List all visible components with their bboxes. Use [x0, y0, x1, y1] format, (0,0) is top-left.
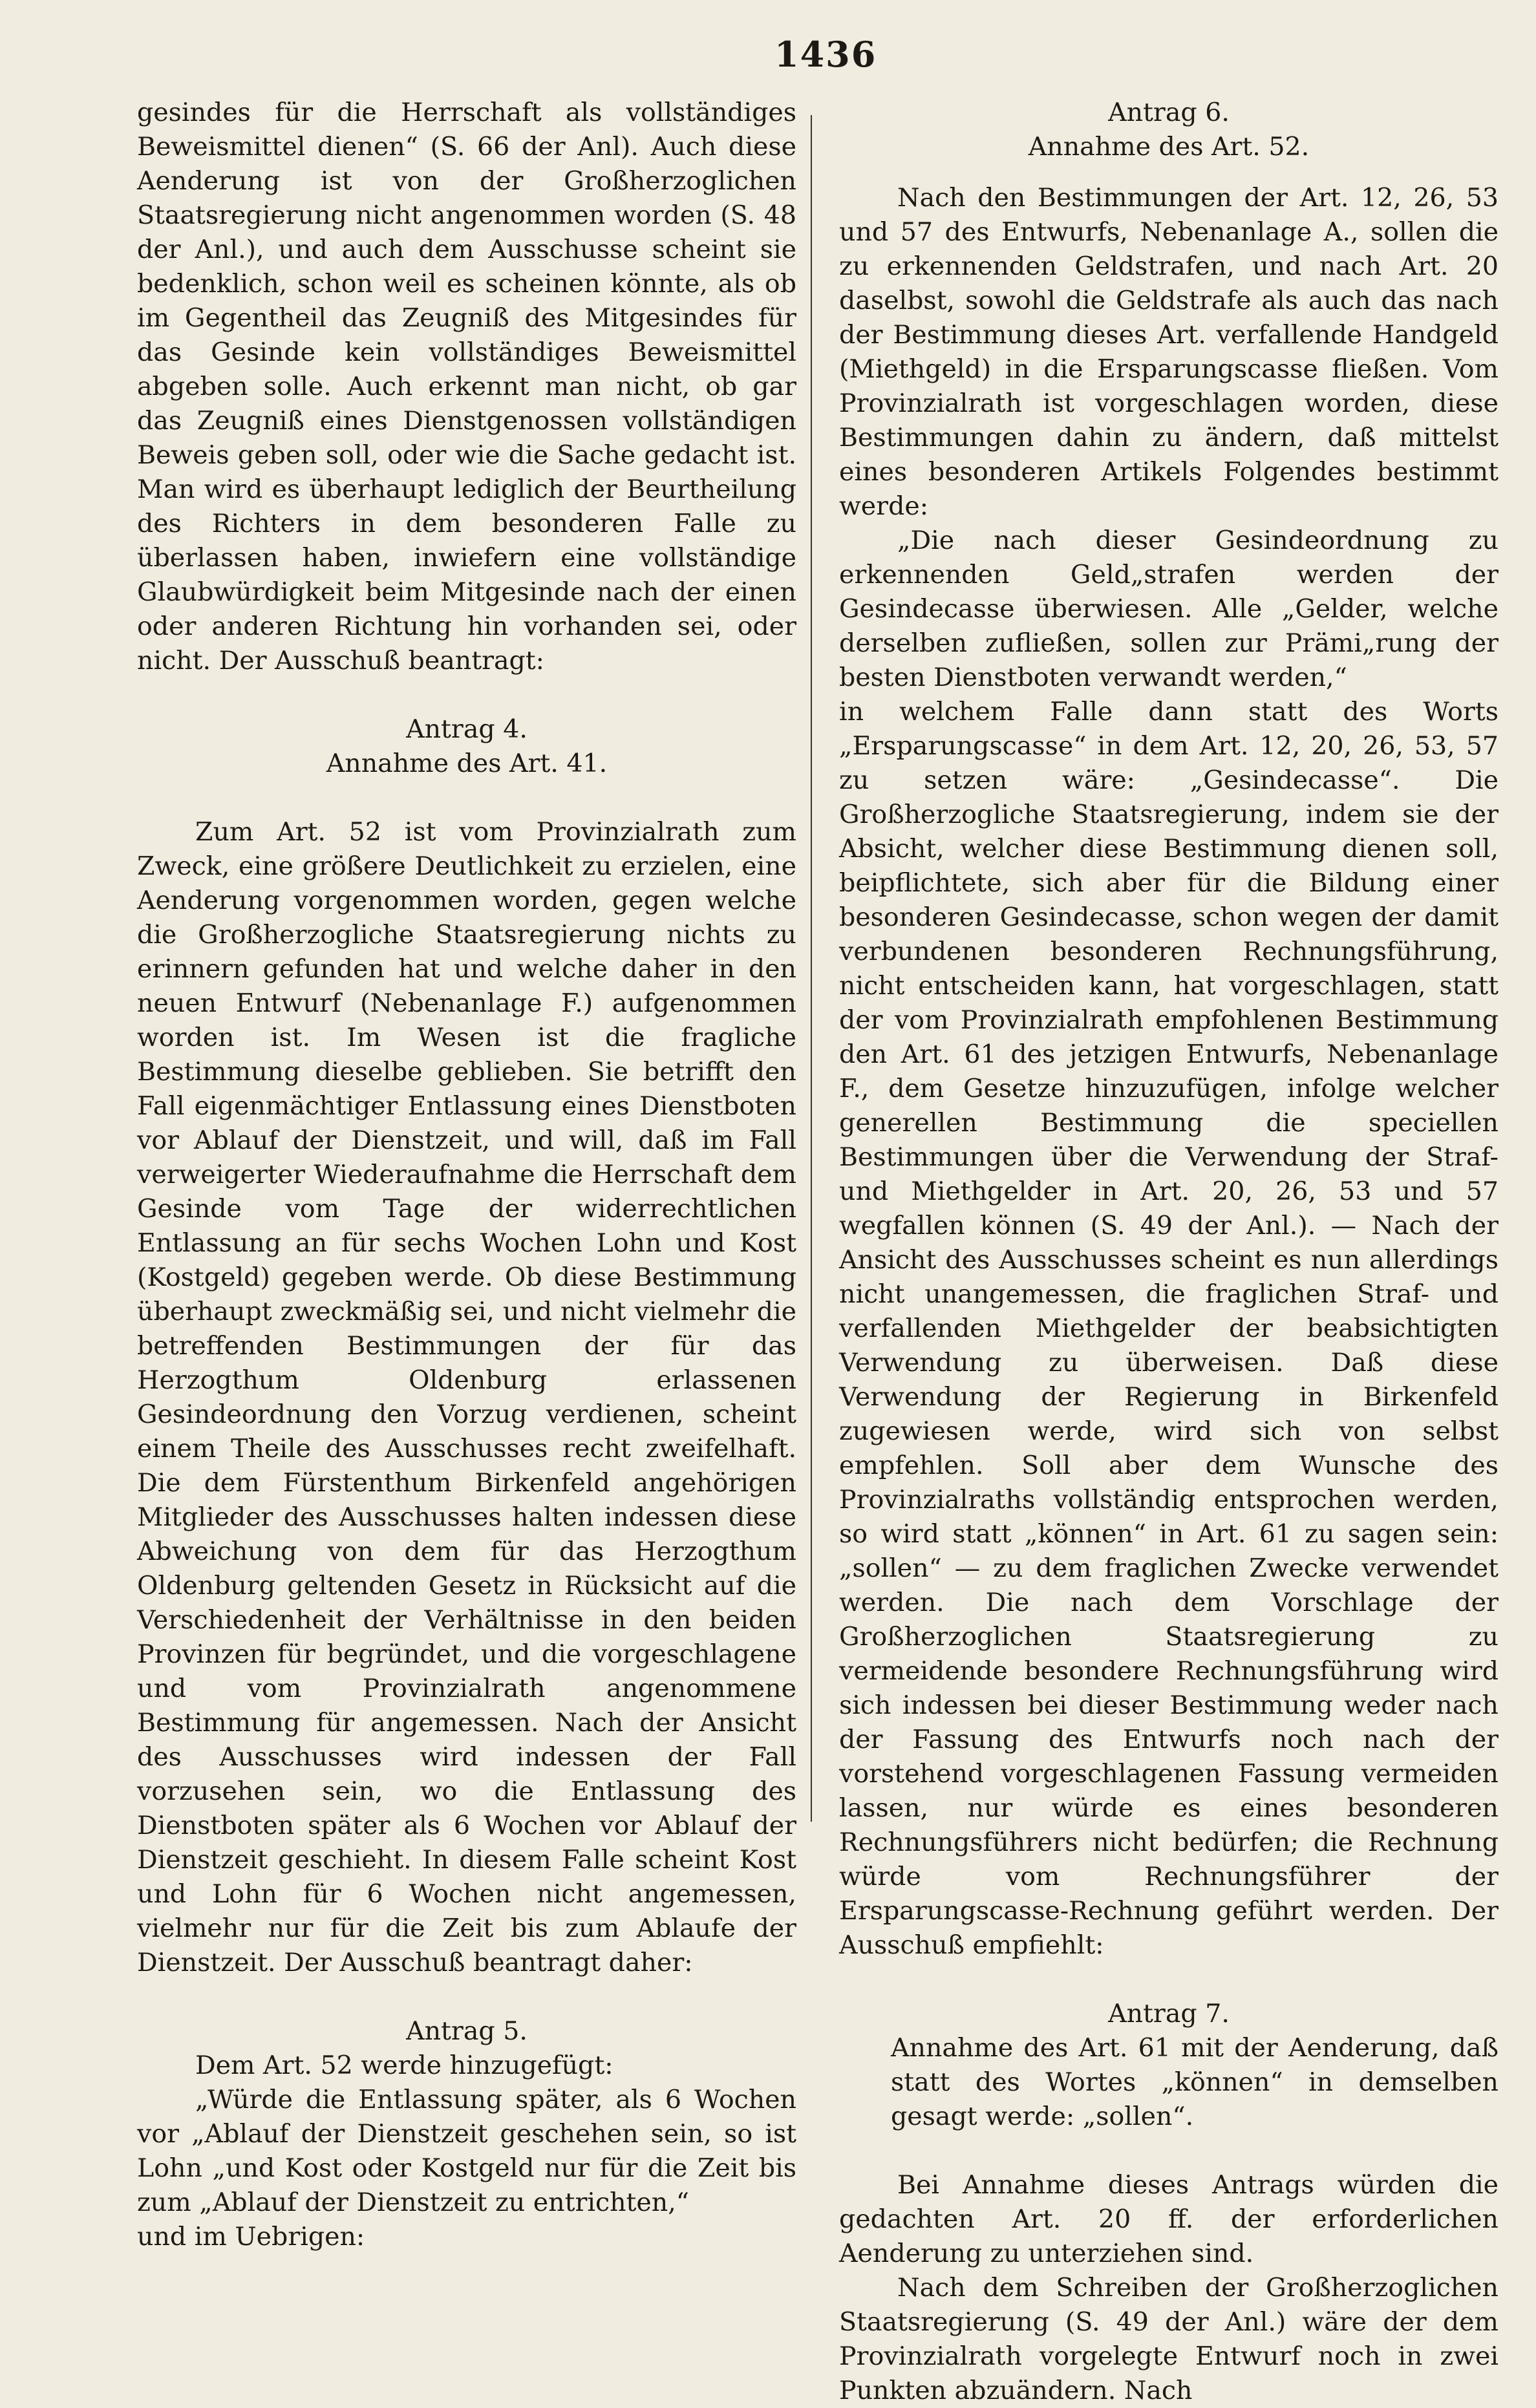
- antrag-5-intro: Dem Art. 52 werde hinzugefügt:: [195, 2051, 613, 2080]
- antrag-6-title: Antrag 6.: [1108, 98, 1230, 127]
- right-paragraph-3: Bei Annahme dieses Antrags würden die gedachten Art. 20 ff. der erforderlichen Aenderung zu unterziehen sind.: [839, 2170, 1499, 2268]
- antrag-7-title: Antrag 7.: [1108, 1999, 1230, 2029]
- antrag-5-quote: „Würde die Entlassung später, als 6 Wochen vor „Ablauf der Dienstzeit geschehen sein, so ist Lohn „und Kost oder Kostgeld nur für die Zeit bis zum „Ablauf der Dienstzeit zu entrichten,“: [137, 2085, 796, 2217]
- antrag-4-title: Antrag 4.: [406, 714, 528, 744]
- antrag-7-text: Annahme des Art. 61 mit der Aenderung, daß statt des Wortes „können“ in demselben gesagt werde: „sollen“.: [891, 2033, 1499, 2131]
- left-column: [137, 96, 796, 2254]
- right-paragraph-4: Nach dem Schreiben der Großherzoglichen Staatsregierung (S. 49 der Anl.) wäre der dem Provinzialrath vorgelegte Entwurf noch in zwei Punkten abzuändern. Nach: [839, 2273, 1499, 2405]
- left-paragraph-2: Zum Art. 52 ist vom Provinzialrath zum Zweck, eine größere Deutlichkeit zu erzielen, eine Aenderung vorgenommen worden, gegen welche die Großherzogliche Staatsregierung nichts zu erinnern gefunden hat und welche daher in den neuen Entwurf (Nebenanlage F.) aufgenommen worden ist. Im Wesen ist die fragliche Bestimmung dieselbe geblieben. Sie betrifft den Fall eigenmächtiger Entlassung eines Dienstboten vor Ablauf der Dienstzeit, und will, daß im Fall verweigerter Wiederaufnahme die Herrschaft dem Gesinde vom Tage der widerrechtlichen Entlassung an für sechs Wochen Lohn und Kost (Kostgeld) gegeben werde. Ob diese Bestimmung überhaupt zweckmäßig sei, und nicht vielmehr die betreffenden Bestimmungen der für das Herzogthum Oldenburg erlassenen Gesindeordnung den Vorzug verdienen, scheint einem Theile des Ausschusses recht zweifelhaft. Die dem Fürstenthum Birkenfeld angehörigen Mitglieder des Ausschusses halten indessen diese Abweichung von dem für das Herzogthum Oldenburg geltenden Gesetz in Rücksicht auf die Verschiedenheit der Verhältnisse in den beiden Provinzen für begründet, und die vorgeschlagene und vom Provinzialrath angenommene Bestimmung für angemessen. Nach der Ansicht des Ausschusses wird indessen der Fall vorzusehen sein, wo die Entlassung des Dienstboten später als 6 Wochen vor Ablauf der Dienstzeit geschieht. In diesem Falle scheint Kost und Lohn für 6 Wochen nicht angemessen, vielmehr nur für die Zeit bis zum Ablaufe der Dienstzeit. Der Ausschuß beantragt daher:: [137, 817, 796, 1977]
- antrag-6-text: Annahme des Art. 52.: [1028, 132, 1310, 162]
- antrag-5-title: Antrag 5.: [406, 2016, 528, 2046]
- right-paragraph-2: in welchem Falle dann statt des Worts „Ersparungscasse“ in dem Art. 12, 20, 26, 53, 57 zu setzen wäre: „Gesindecasse“. Die Großherzogliche Staatsregierung, indem sie der Absicht, welcher diese Bestimmung dienen soll, beipflichtete, sich aber für die Bildung einer besonderen Gesindecasse, schon wegen der damit verbundenen besonderen Rechnungsführung, nicht entscheiden kann, hat vorgeschlagen, statt der vom Provinzialrath empfohlenen Bestimmung den Art. 61 des jetzigen Entwurfs, Nebenanlage F., dem Gesetze hinzuzufügen, infolge welcher generellen Bestimmung die speciellen Bestimmungen über die Verwendung der Straf- und Miethgelder in Art. 20, 26, 53 und 57 wegfallen können (S. 49 der Anl.). — Nach der Ansicht des Ausschusses scheint es nun allerdings nicht unangemessen, die fraglichen Straf- und verfallenden Miethgelder der beabsichtigten Verwendung zu überweisen. Daß diese Verwendung der Regierung in Birkenfeld zugewiesen werde, wird sich von selbst empfehlen. Soll aber dem Wunsche des Provinzialraths vollständig entsprochen werden, so wird statt „können“ in Art. 61 zu sagen sein: „sollen“ — zu dem fraglichen Zwecke verwendet werden. Die nach dem Vorschlage der Großherzoglichen Staatsregierung zu vermeidende besondere Rechnungsführung wird sich indessen bei dieser Bestimmung weder nach der Fassung des Entwurfs noch nach der vorstehend vorgeschlagenen Fassung vermeiden lassen, nur würde es eines besonderen Rechnungsführers nicht bedürfen; die Rechnung würde vom Rechnungsführer der Ersparungscasse-Rechnung geführt werden. Der Ausschuß empfiehlt:: [839, 697, 1499, 1960]
- antrag-5-end: und im Uebrigen:: [137, 2222, 365, 2252]
- column-divider: [811, 115, 812, 1822]
- provinzialrath-quote: „Die nach dieser Gesindeordnung zu erkennenden Geld„strafen werden der Gesindecasse überwiesen. Alle „Gelder, welche derselben zufließen, sollen zur Prämi„rung der besten Dienstboten verwandt werden,“: [839, 526, 1499, 692]
- left-paragraph-1: gesindes für die Herrschaft als vollständiges Beweismittel dienen“ (S. 66 der Anl). Auch diese Aenderung ist von der Großherzoglichen Staatsregierung nicht angenommen worden (S. 48 der Anl.), und auch dem Ausschusse scheint sie bedenklich, schon weil es scheinen könnte, als ob im Gegentheil das Zeugniß des Mitgesindes für das Gesinde kein vollständiges Beweismittel abgeben solle. Auch erkennt man nicht, ob gar das Zeugniß eines Dienstgenossen vollständigen Beweis geben soll, oder wie die Sache gedacht ist. Man wird es überhaupt lediglich der Beurtheilung des Richters in dem besonderen Falle zu überlassen haben, inwiefern eine vollständige Glaubwürdigkeit beim Mitgesinde nach der einen oder anderen Richtung hin vorhanden sei, oder nicht. Der Ausschuß beantragt:: [137, 98, 796, 676]
- page-number: 1436: [774, 34, 877, 75]
- right-column: [839, 96, 1499, 2408]
- right-paragraph-1: Nach den Bestimmungen der Art. 12, 26, 53 und 57 des Entwurfs, Nebenanlage A., sollen die zu erkennenden Geldstrafen, und nach Art. 20 daselbst, sowohl die Geldstrafe als auch das nach der Bestimmung dieses Art. verfallende Handgeld (Miethgeld) in die Ersparungscasse fließen. Vom Provinzialrath ist vorgeschlagen worden, diese Bestimmungen dahin zu ändern, daß mittelst eines besonderen Artikels Folgendes bestimmt werde:: [839, 183, 1499, 521]
- antrag-4-text: Annahme des Art. 41.: [326, 749, 608, 778]
